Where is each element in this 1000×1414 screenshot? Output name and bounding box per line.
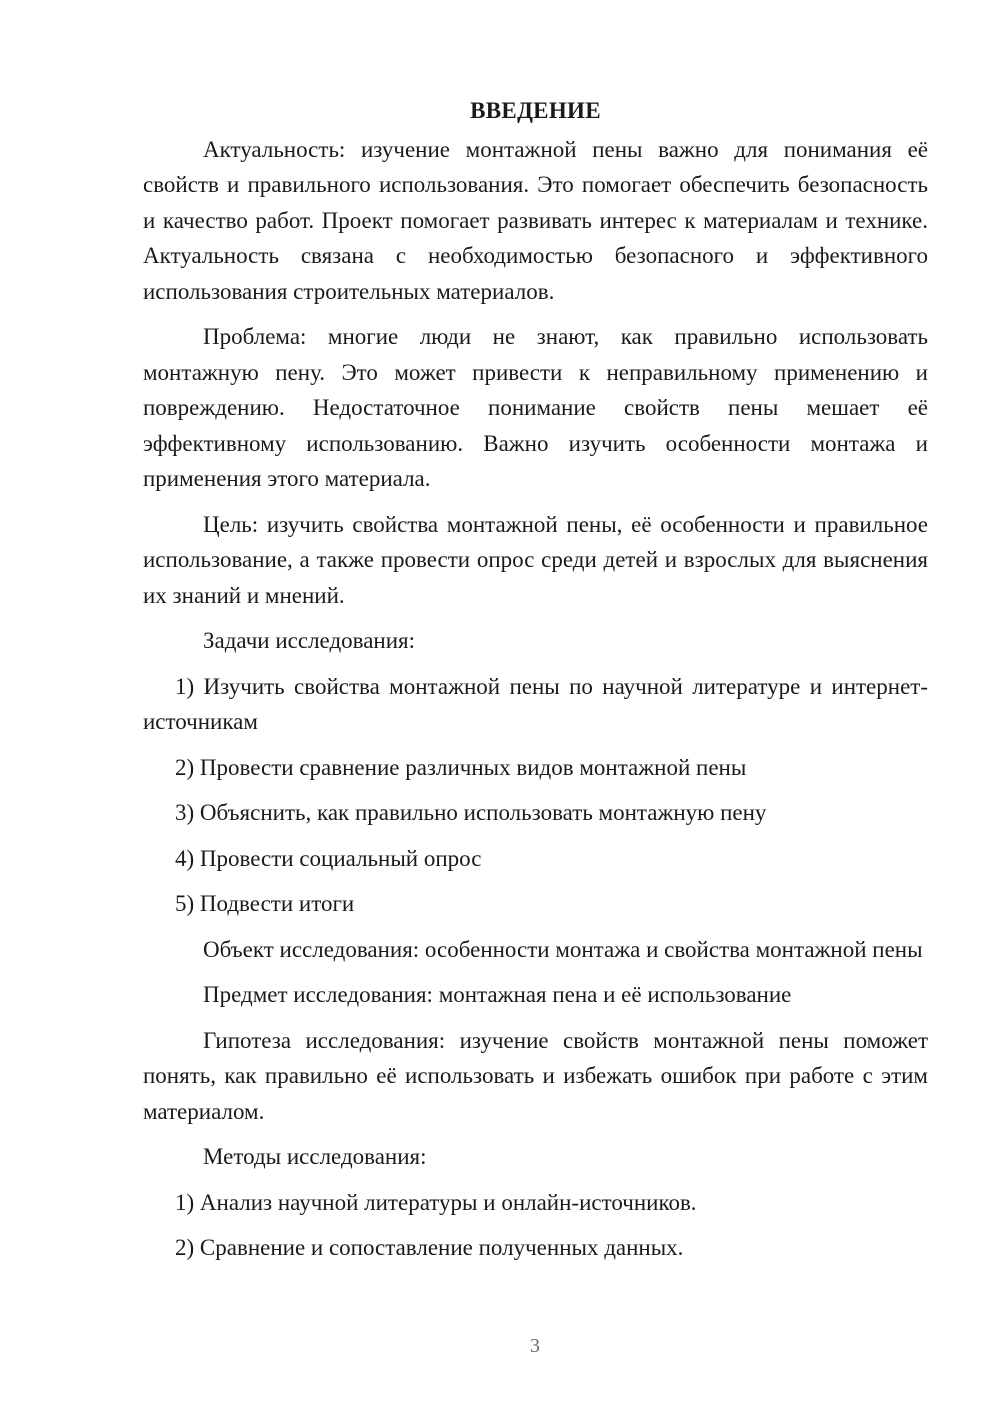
page-number: 3: [530, 1335, 540, 1357]
object-paragraph: Объект исследования: особенности монтажа и свойства монтажной пены: [203, 936, 923, 962]
page-content: [143, 93, 928, 1276]
task-item-3: 3) Объяснить, как правильно использовать монтажную пену: [175, 800, 767, 825]
task-item-5: 5) Подвести итоги: [175, 891, 355, 916]
task-item-2: 2) Провести сравнение различных видов монтажной пены: [175, 754, 747, 780]
task-item-1: 1) Изучить свойства монтажной пены по научной литературе и интернет-источникам: [143, 673, 928, 734]
problem-paragraph: Проблема: многие люди не знают, как правильно использовать монтажную пену. Это может привести к неправильному применению и повреждению. Недостаточное понимание свойств пены мешает её эффективному использованию. Важно изучить особенности монтажа и применения этого материала.: [143, 324, 928, 491]
page-title: ВВЕДЕНИЕ: [470, 98, 601, 123]
methods-label: Методы исследования:: [203, 1144, 427, 1169]
relevance-paragraph: Актуальность: изучение монтажной пены важно для понимания её свойств и правильного использования. Это помогает обеспечить безопасность и качество работ. Проект помогает развивать интерес к материалам и технике. Актуальность связана с необходимостью безопасного и эффективного использования строительных материалов.: [143, 136, 928, 304]
method-item-2: 2) Сравнение и сопоставление полученных данных.: [175, 1235, 684, 1260]
goal-paragraph: Цель: изучить свойства монтажной пены, её особенности и правильное использование, а также провести опрос среди детей и взрослых для выяснения их знаний и мнений.: [143, 511, 928, 608]
task-item-4: 4) Провести социальный опрос: [175, 845, 482, 871]
tasks-label: Задачи исследования:: [203, 628, 416, 653]
method-item-1: 1) Анализ научной литературы и онлайн-источников.: [175, 1189, 697, 1215]
subject-paragraph: Предмет исследования: монтажная пена и её использование: [203, 982, 792, 1007]
hypothesis-paragraph: Гипотеза исследования: изучение свойств монтажной пены поможет понять, как правильно её использовать и избежать ошибок при работе с этим материалом.: [143, 1027, 928, 1124]
